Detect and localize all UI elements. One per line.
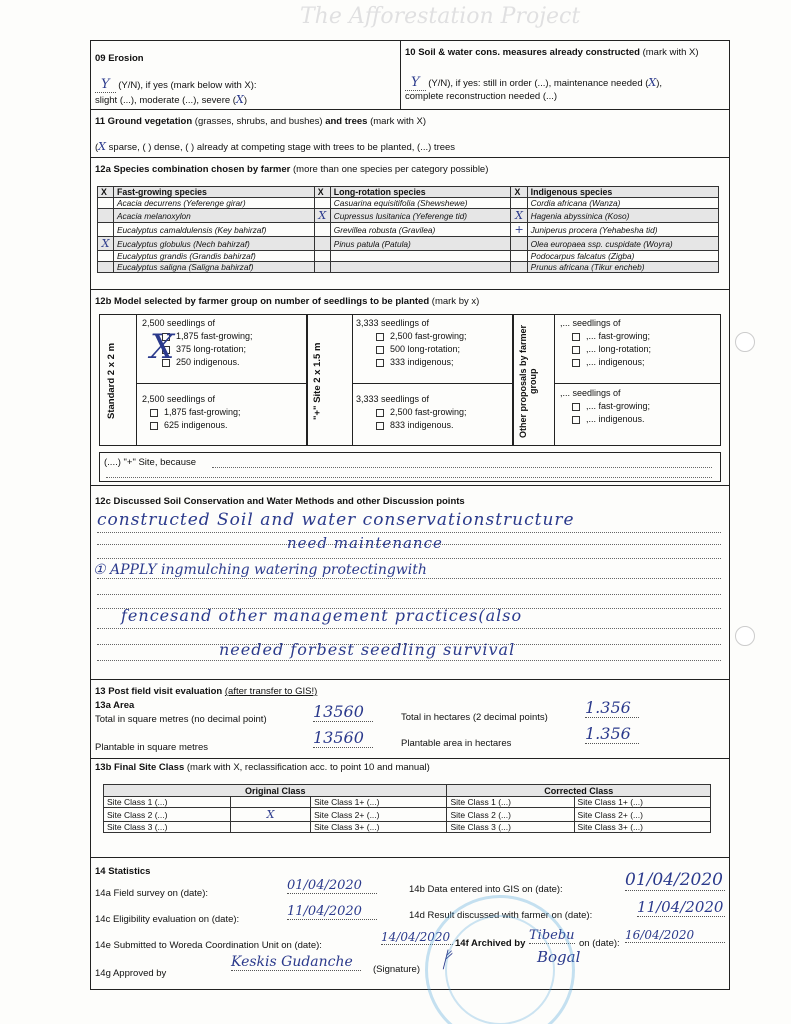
discussion-line-1[interactable]: constructed Soil and water conservationstructure <box>97 510 575 530</box>
discussion-line-3[interactable]: ① APPLY ingmulching watering protectingwith <box>93 562 427 578</box>
section-13-evaluation <box>91 679 729 857</box>
col-mark-long: X <box>314 187 330 198</box>
fast-mark[interactable] <box>98 223 114 237</box>
other-option-b[interactable]: ,... seedlings of ,... fast-growing; ,... indigenous. <box>560 388 651 424</box>
long-species: Casuarina equisitifolia (Shewshewe) <box>330 198 511 209</box>
plus-site-reason <box>99 452 721 482</box>
indigenous-mark[interactable]: + <box>511 223 527 237</box>
fast-species: Acacia melanoxylon <box>114 209 315 223</box>
orig-class[interactable]: Site Class 2 (...) <box>104 808 231 822</box>
site-class-row <box>104 808 711 822</box>
long-mark[interactable] <box>314 237 330 251</box>
fast-species: Eucalyptus globulus (Nech bahirzaf) <box>114 237 315 251</box>
fast-species: Acacia decurrens (Yeferenge girar) <box>114 198 315 209</box>
corr-class-plus[interactable]: Site Class 1+ (...) <box>574 797 710 808</box>
fast-species: Eucalyptus camaldulensis (Key bahirzaf) <box>114 223 315 237</box>
long-species: Pinus patula (Patula) <box>330 237 511 251</box>
corr-class[interactable]: Site Class 3 (...) <box>447 822 574 833</box>
corrected-class-header: Corrected Class <box>447 785 711 797</box>
other-label: Other proposals by farmer group <box>518 324 538 438</box>
indigenous-mark[interactable] <box>511 262 527 273</box>
maintenance-needed-mark[interactable]: X <box>648 76 657 89</box>
plantable-ha-value[interactable]: 1.356 <box>585 724 639 744</box>
farmer-discussion-date[interactable]: 11/04/2020 <box>637 898 724 916</box>
archived-by-label: 14f Archived by <box>455 938 526 949</box>
standard-label: Standard 2 x 2 m <box>106 342 117 420</box>
site-class-table <box>103 784 711 833</box>
indigenous-mark[interactable]: X <box>511 209 527 223</box>
woreda-submission-label: 14e Submitted to Woreda Coordination Unit on (date): <box>95 940 322 951</box>
section-11-ground-vegetation <box>91 109 729 157</box>
site-class-row <box>104 822 711 833</box>
species-header-row <box>98 187 719 198</box>
fast-mark[interactable] <box>98 209 114 223</box>
orig-class-mark[interactable] <box>231 797 311 808</box>
corr-class[interactable]: Site Class 2 (...) <box>447 808 574 822</box>
eligibility-label: 14c Eligibility evaluation on (date): <box>95 914 240 925</box>
section-09-erosion <box>91 41 401 109</box>
official-stamp-inner <box>445 915 555 1024</box>
standard-option-a[interactable]: 2,500 seedlings of 1,875 fast-growing; 375 long-rotation; 250 indigenous. <box>142 318 253 367</box>
punch-hole-top <box>735 332 755 352</box>
col-indigenous: Indigenous species <box>527 187 718 198</box>
section-12a-species <box>91 157 729 289</box>
long-species <box>330 262 511 273</box>
standard-selected-mark[interactable]: X <box>150 327 175 367</box>
ghost-header-text: The Afforestation Project <box>300 4 581 29</box>
standard-option-b[interactable]: 2,500 seedlings of 1,875 fast-growing; 625 indigenous. <box>142 394 241 430</box>
punch-hole-bottom <box>735 626 755 646</box>
woreda-submission-date[interactable]: 14/04/2020 <box>381 930 453 945</box>
erosion-options: slight (...), moderate (...), severe ( <box>95 95 236 106</box>
long-mark[interactable] <box>314 198 330 209</box>
fast-mark[interactable] <box>98 251 114 262</box>
long-species: Grevillea robusta (Gravilea) <box>330 223 511 237</box>
indigenous-species: Juniperus procera (Yehabesha tid) <box>527 223 718 237</box>
plus-site-reason-label: (....) "+" Site, because <box>104 457 197 468</box>
plantable-sqm-value[interactable]: 13560 <box>313 728 373 748</box>
sparse-mark[interactable]: X <box>98 140 107 153</box>
model-other <box>513 314 721 446</box>
indigenous-mark[interactable] <box>511 251 527 262</box>
fast-species: Eucalyptus saligna (Saligna bahirzaf) <box>114 262 315 273</box>
orig-class[interactable]: Site Class 3 (...) <box>104 822 231 833</box>
discussion-line-5[interactable]: needed forbest seedling survival <box>219 640 516 659</box>
species-row <box>98 209 719 223</box>
fast-species: Eucalyptus grandis (Grandis bahirzaf) <box>114 251 315 262</box>
erosion-question: (Y/N), if yes (mark below with X): <box>118 80 257 91</box>
total-sqm-label: Total in square metres (no decimal point) <box>95 714 267 725</box>
orig-class-mark[interactable]: X <box>231 808 311 822</box>
evaluation-title: 13 Post field visit evaluation (after transfer to GIS!) <box>95 686 318 697</box>
discussion-line-2[interactable]: need maintenance <box>287 534 443 552</box>
species-row <box>98 262 719 273</box>
field-survey-date[interactable]: 01/04/2020 <box>287 878 377 894</box>
soil-water-title: 10 Soil & water cons. measures already constructed (mark with X) <box>405 47 699 58</box>
site-class-title: 13b Final Site Class (mark with X, reclassification acc. to point 10 and manual) <box>95 762 430 773</box>
model-standard <box>99 314 307 446</box>
plantable-sqm-label: Plantable in square metres <box>95 742 209 753</box>
col-long-rotation: Long-rotation species <box>330 187 511 198</box>
erosion-options-end: ) <box>243 95 247 106</box>
section-12c-discussion <box>91 485 729 671</box>
species-table <box>97 186 719 273</box>
statistics-title: 14 Statistics <box>95 866 151 877</box>
site-option-b[interactable]: 3,333 seedlings of 2,500 fast-growing; 833 indigenous. <box>356 394 467 430</box>
species-row <box>98 198 719 209</box>
signature-mark[interactable]: ᚠ <box>439 948 453 973</box>
long-mark[interactable] <box>314 251 330 262</box>
area-title: 13a Area <box>95 700 135 711</box>
plantable-ha-label: Plantable area in hectares <box>401 738 512 749</box>
original-class-header: Original Class <box>104 785 447 797</box>
fast-mark[interactable] <box>98 262 114 273</box>
erosion-title: 09 Erosion <box>95 53 144 64</box>
archived-by-name[interactable]: Tibebu <box>529 928 575 943</box>
total-sqm-value[interactable]: 13560 <box>313 702 373 722</box>
soil-water-line1: Y (Y/N), if yes: still in order (...), maintenance needed (X), <box>405 75 662 90</box>
species-row <box>98 251 719 262</box>
fast-mark[interactable]: X <box>98 237 114 251</box>
indigenous-species: Cordia africana (Wanza) <box>527 198 718 209</box>
signature-name[interactable]: Bogal <box>537 948 581 966</box>
orig-class-plus[interactable]: Site Class 3+ (...) <box>311 822 447 833</box>
long-species <box>330 251 511 262</box>
long-mark[interactable] <box>314 223 330 237</box>
approved-by-name[interactable]: Keskis Gudanche <box>231 954 361 971</box>
total-ha-label: Total in hectares (2 decimal points) <box>401 712 548 723</box>
archived-date[interactable]: 16/04/2020 <box>625 928 725 943</box>
soil-water-answer[interactable]: Y <box>405 75 426 91</box>
indigenous-species: Hagenia abyssinica (Koso) <box>527 209 718 223</box>
fast-mark[interactable] <box>98 198 114 209</box>
gis-entry-label: 14b Data entered into GIS on (date): <box>409 884 563 895</box>
site-label: "+" Site 2 x 1.5 m <box>312 342 323 420</box>
species-title: 12a Species combination chosen by farmer (more than one species per category possible) <box>95 164 489 175</box>
indigenous-mark[interactable] <box>511 237 527 251</box>
other-option-a[interactable]: ,... seedlings of ,... fast-growing; ,... long-rotation; ,... indigenous; <box>560 318 652 367</box>
discussion-line-4[interactable]: fencesand other management practices(also <box>121 606 523 625</box>
section-12b-model <box>91 289 729 485</box>
erosion-line2 <box>95 93 247 106</box>
species-row <box>98 223 719 237</box>
eligibility-date[interactable]: 11/04/2020 <box>287 904 377 920</box>
signature-label: (Signature) <box>373 964 420 975</box>
site-option-a[interactable]: 3,333 seedlings of 2,500 fast-growing; 500 long-rotation; 333 indigenous; <box>356 318 467 367</box>
vegetation-title: 11 Ground vegetation (grasses, shrubs, and bushes) and trees (mark with X) <box>95 116 427 127</box>
approved-by-label: 14g Approved by <box>95 968 167 979</box>
erosion-answer[interactable]: Y <box>95 77 116 93</box>
erosion-line1 <box>95 77 257 92</box>
long-mark[interactable]: X <box>314 209 330 223</box>
corr-class-plus[interactable]: Site Class 2+ (...) <box>574 808 710 822</box>
orig-class-plus[interactable]: Site Class 1+ (...) <box>311 797 447 808</box>
long-species: Cupressus lusitanica (Yeferenge tid) <box>330 209 511 223</box>
col-mark-indigenous: X <box>511 187 527 198</box>
section-14-statistics <box>91 857 729 991</box>
farmer-discussion-label: 14d Result discussed with farmer on (date): <box>409 910 593 921</box>
indigenous-species: Podocarpus falcatus (Zigba) <box>527 251 718 262</box>
col-fast-growing: Fast-growing species <box>114 187 315 198</box>
form-frame <box>90 40 730 990</box>
erosion-severe-mark[interactable]: X <box>235 93 244 106</box>
field-survey-label: 14a Field survey on (date): <box>95 888 209 899</box>
soil-water-line2: complete reconstruction needed (...) <box>405 91 558 102</box>
model-plus-site <box>307 314 513 446</box>
indigenous-species: Olea europaea ssp. cuspidate (Woyra) <box>527 237 718 251</box>
col-mark-fast: X <box>98 187 114 198</box>
section-10-soil-water <box>403 41 731 109</box>
orig-class-plus[interactable]: Site Class 2+ (...) <box>311 808 447 822</box>
archived-date-label: on (date): <box>579 938 620 949</box>
long-mark[interactable] <box>314 262 330 273</box>
orig-class-mark[interactable] <box>231 822 311 833</box>
indigenous-species: Prunus africana (Tikur encheb) <box>527 262 718 273</box>
model-title: 12b Model selected by farmer group on number of seedlings to be planted (mark by x) <box>95 296 480 307</box>
total-ha-value[interactable]: 1.356 <box>585 698 639 718</box>
corr-class-plus[interactable]: Site Class 3+ (...) <box>574 822 710 833</box>
species-row <box>98 237 719 251</box>
indigenous-mark[interactable] <box>511 198 527 209</box>
site-class-row <box>104 797 711 808</box>
gis-entry-date[interactable]: 01/04/2020 <box>625 870 725 891</box>
orig-class[interactable]: Site Class 1 (...) <box>104 797 231 808</box>
vegetation-options: (X sparse, ( ) dense, ( ) already at competing stage with trees to be planted, (...) trees <box>95 140 456 153</box>
discussion-title: 12c Discussed Soil Conservation and Water Methods and other Discussion points <box>95 496 465 507</box>
corr-class[interactable]: Site Class 1 (...) <box>447 797 574 808</box>
